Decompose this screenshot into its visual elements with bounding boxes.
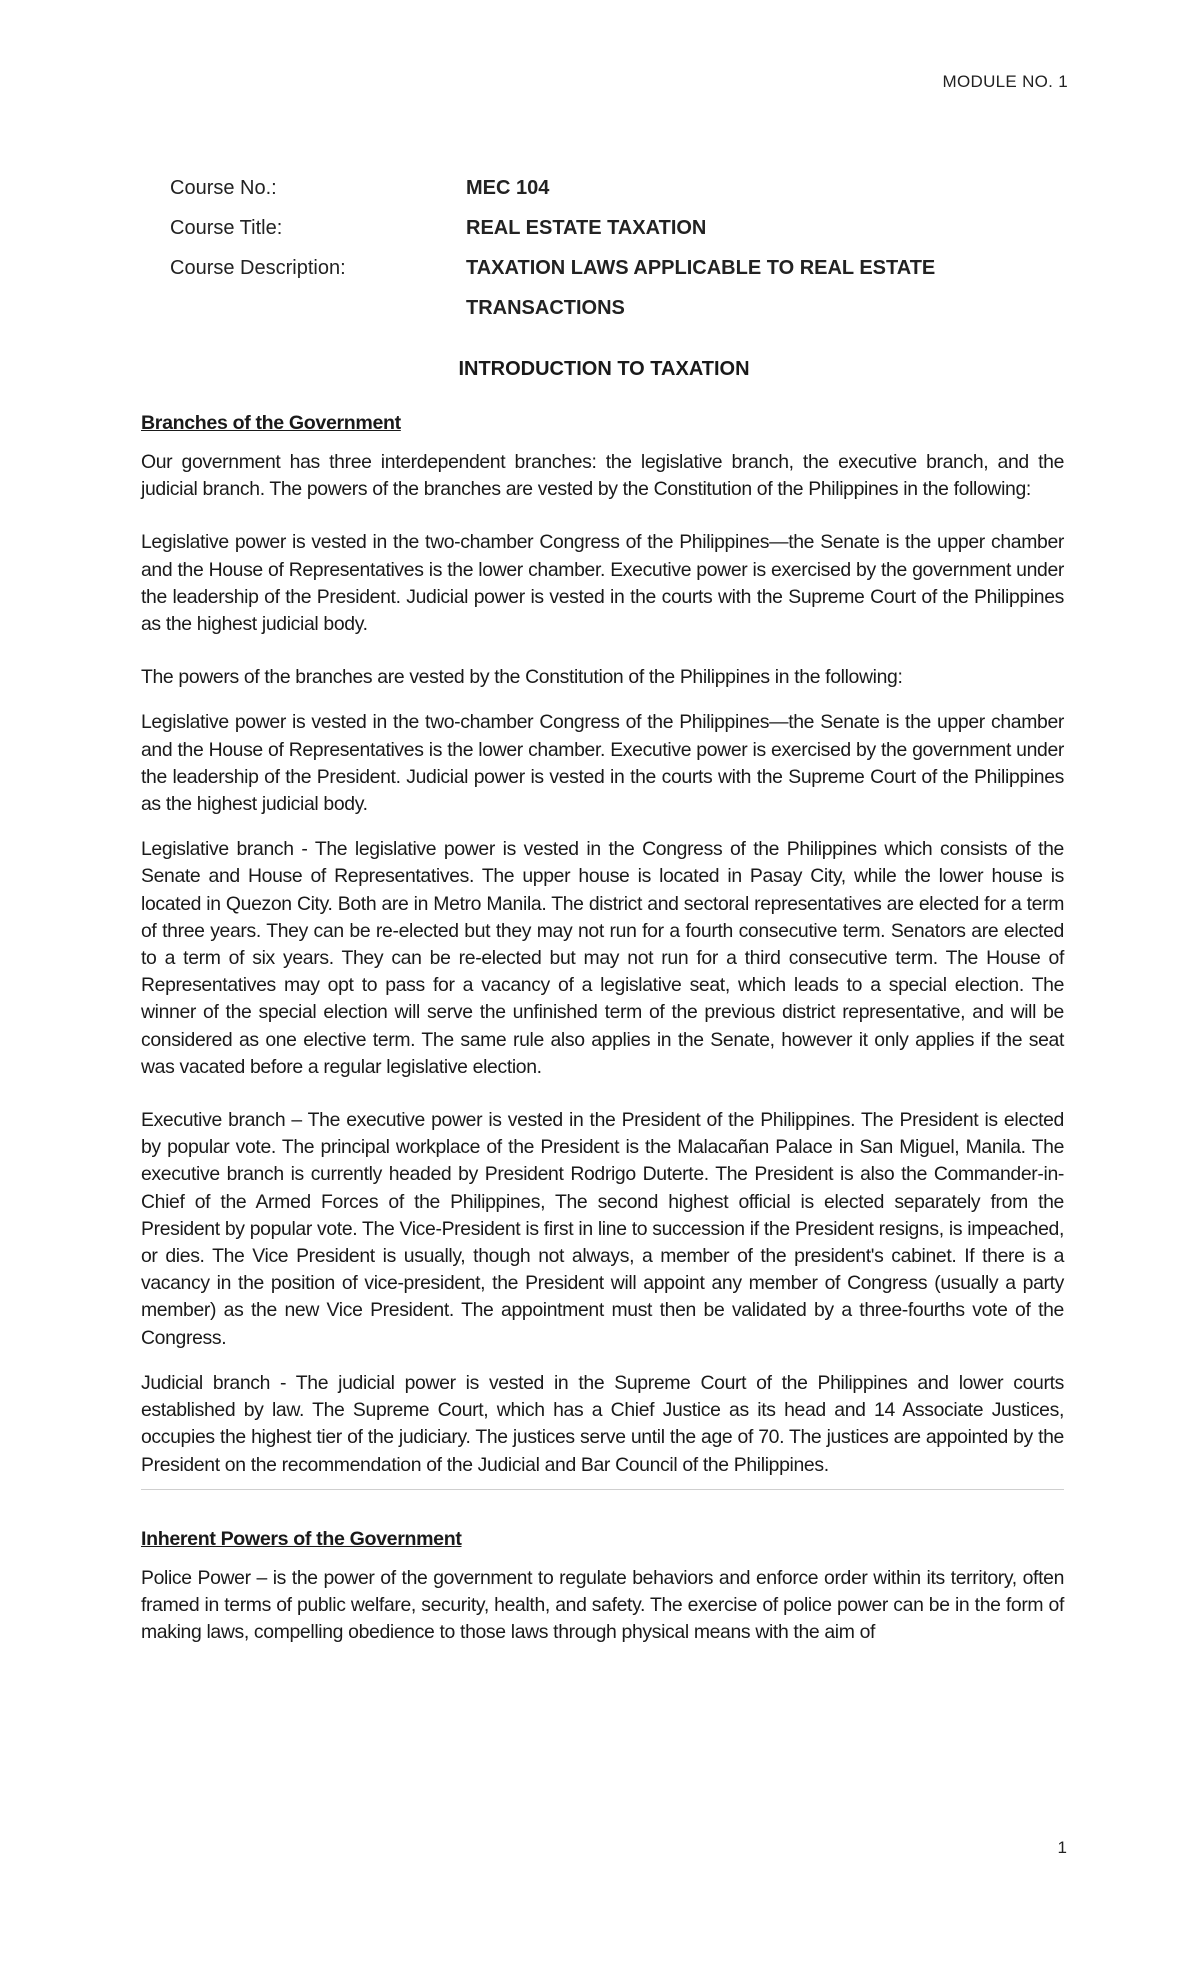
branches-paragraph: Legislative power is vested in the two-chamber Congress of the Philippines—the Senate is the upper chamber and the House of Representatives is the lower chamber. Executive power is exercised by the government under the leadership of the President. Judicial power is vested in the courts with the Supreme Court of the Philippines as the highest judicial body. (141, 711, 1064, 816)
page-number: 1 (1057, 1838, 1067, 1857)
branches-paragraph: Our government has three interdependent branches: the legislative branch, the executive branch, and the judicial branch. The powers of the branches are vested by the Constitution of the Philippines in the following: (141, 451, 1064, 501)
judicial-branch-paragraph: Judicial branch - The judicial power is vested in the Supreme Court of the Philippines and lower courts established by law. The Supreme Court, which has a Chief Justice as its head and 14 Associate Justices, occupies the highest tier of the judiciary. The justices serve until the age of 70. The justices are appointed by the President on the recommendation of the Judicial and Bar Council of the Philippines. (141, 1371, 1064, 1476)
course-no-row (170, 168, 1070, 208)
police-power-paragraph: Police Power – is the power of the government to regulate behaviors and enforce order within its territory, often framed in terms of public welfare, security, health, and safety. The exercise of police power can be in the form of making laws, compelling obedience to those laws through physical means with the aim of (141, 1566, 1064, 1644)
branches-heading: Branches of the Government (141, 412, 401, 434)
course-no-value: MEC 104 (466, 176, 550, 199)
course-description-row-continued (170, 288, 1070, 328)
course-description-value-line1: TAXATION LAWS APPLICABLE TO REAL ESTATE (466, 256, 936, 279)
main-title: INTRODUCTION TO TAXATION (458, 358, 750, 380)
section-divider (141, 1488, 1064, 1490)
course-info (170, 168, 1070, 328)
course-description-label: Course Description: (170, 256, 346, 279)
document-body (141, 410, 1064, 1672)
module-header: MODULE NO. 1 (942, 72, 1068, 91)
branches-paragraph: Legislative power is vested in the two-chamber Congress of the Philippines—the Senate is the upper chamber and the House of Representatives is the lower chamber. Executive power is exercised by the government under the leadership of the President. Judicial power is vested in the courts with the Supreme Court of the Philippines as the highest judicial body. (141, 531, 1064, 636)
course-no-label: Course No.: (170, 176, 277, 199)
course-title-value: REAL ESTATE TAXATION (466, 216, 707, 239)
inherent-powers-heading: Inherent Powers of the Government (141, 1527, 462, 1550)
branches-paragraph: The powers of the branches are vested by the Constitution of the Philippines in the following: (141, 666, 903, 689)
legislative-branch-paragraph: Legislative branch - The legislative power is vested in the Congress of the Philippines which consists of the Senate and House of Representatives. The upper house is located in Pasay City, while the lower house is located in Quezon City. Both are in Metro Manila. The district and sectoral representatives are elected for a term of three years. They can be re-elected but they may not run for a fourth consecutive term. Senators are elected to a term of six years. They can be re-elected but may not run for a third consecutive term. The House of Representatives may opt to pass for a vacancy of a legislative seat, which leads to a special election. The winner of the special election will serve the unfinished term of the previous district representative, and will be considered as one elective term. The same rule also applies in the Senate, however it only applies if the seat was vacated before a regular legislative election. (141, 838, 1064, 1078)
course-title-label: Course Title: (170, 216, 283, 239)
executive-branch-paragraph: Executive branch – The executive power is vested in the President of the Philippines. The President is elected by popular vote. The principal workplace of the President is the Malacañan Palace in San Miguel, Manila. The executive branch is currently headed by President Rodrigo Duterte. The President is also the Commander-in-Chief of the Armed Forces of the Philippines, The second highest official is elected separately from the President by popular vote. The Vice-President is first in line to succession if the President resigns, is impeached, or dies. The Vice President is usually, though not always, a member of the president's cabinet. If there is a vacancy in the position of vice-president, the President will appoint any member of Congress (usually a party member) as the new Vice President. The appointment must then be validated by a three-fourths vote of the Congress. (141, 1109, 1064, 1349)
course-description-row (170, 248, 1070, 288)
course-title-row (170, 208, 1070, 248)
course-description-value-line2: TRANSACTIONS (466, 296, 625, 319)
